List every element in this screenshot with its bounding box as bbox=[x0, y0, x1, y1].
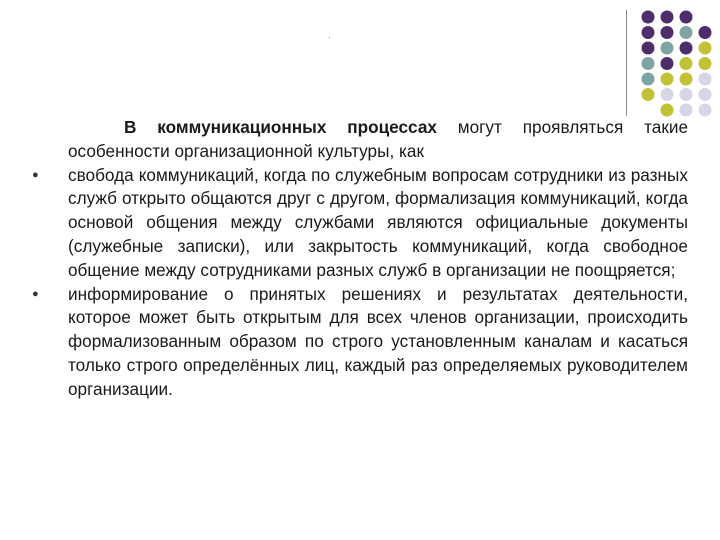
decor-dot bbox=[661, 104, 674, 117]
decor-dot bbox=[699, 42, 712, 55]
decor-dot bbox=[699, 57, 712, 70]
slide-mark: . bbox=[328, 30, 331, 41]
decor-dot bbox=[680, 88, 693, 101]
decor-dot bbox=[642, 11, 655, 24]
list-item-text: свобода коммуникаций, когда по служебным вопросам сотрудники из разных служб открыто общаются друг с другом, формализация коммуникаций, когда основой общения между службами являются официальные документы (служебные записки), или закрытость коммуникаций, когда свободное общение между сотрудниками разных служб в организации не поощряется; bbox=[68, 164, 688, 280]
decor-dot bbox=[661, 57, 674, 70]
intro-paragraph bbox=[68, 116, 688, 164]
decor-dot bbox=[680, 11, 693, 24]
list-item bbox=[32, 283, 688, 402]
decor-dot bbox=[642, 42, 655, 55]
decor-dot bbox=[680, 26, 693, 39]
list-item-text: информирование о принятых решениях и результатах деятельности, которое может быть открытым для всех членов организации, происходить формализованным образом по строго установленным каналам и касаться только строго определённых лиц, каждый раз определяемых руководителем организации. bbox=[68, 283, 688, 399]
decor-dot bbox=[699, 104, 712, 117]
slide-body bbox=[32, 116, 688, 402]
decor-dot bbox=[642, 57, 655, 70]
decor-dot bbox=[661, 73, 674, 86]
bullet-icon: ● bbox=[32, 168, 39, 181]
decor-dot bbox=[699, 26, 712, 39]
intro-bold-phrase: В коммуникационных процессах bbox=[124, 117, 437, 137]
bullet-icon: ● bbox=[32, 287, 39, 300]
decor-dot bbox=[642, 88, 655, 101]
decor-dot bbox=[661, 11, 674, 24]
intro-text: могут проявляться такие особенности организационной культуры, как bbox=[68, 117, 688, 161]
decor-dot bbox=[680, 73, 693, 86]
decor-dot bbox=[661, 26, 674, 39]
decor-dot bbox=[699, 73, 712, 86]
decor-dot bbox=[680, 104, 693, 117]
decor-dot bbox=[680, 42, 693, 55]
decor-dot bbox=[642, 73, 655, 86]
decorative-dot-grid bbox=[0, 0, 720, 130]
decor-dot bbox=[642, 26, 655, 39]
decor-dot bbox=[699, 88, 712, 101]
decor-dot bbox=[661, 88, 674, 101]
list-item bbox=[32, 164, 688, 283]
decor-dot bbox=[680, 57, 693, 70]
decor-dot bbox=[661, 42, 674, 55]
